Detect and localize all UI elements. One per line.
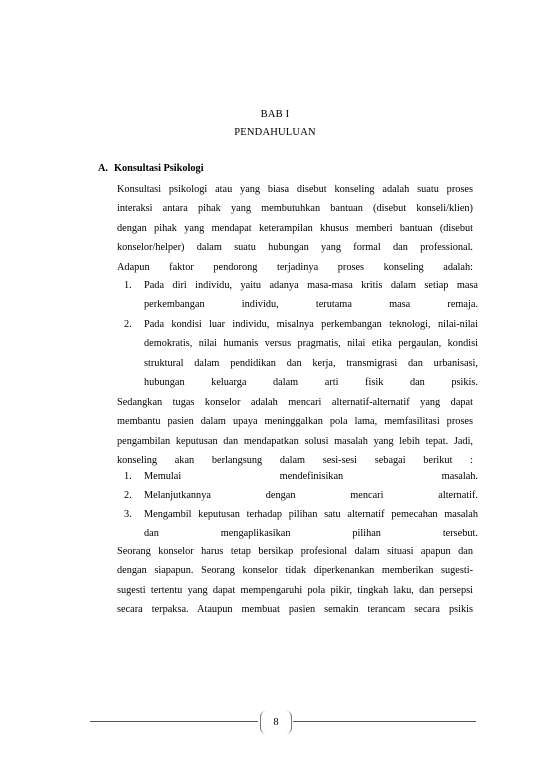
paragraph-line: interaksi antara pihak yang membutuhkan bantuan (disebut konseli/klien) [117, 203, 473, 215]
paragraph-line: secara terpaksa. Ataupun membuat pasien semakin terancam secara psikis [117, 604, 473, 616]
list-item-line: perkembangan individu, terutama masa remaja. [144, 299, 478, 311]
paragraph-line: Sedangkan tugas konselor adalah mencari alternatif-alternatif yang dapat [117, 397, 473, 408]
paragraph-line: pengambilan keputusan dan mendapatkan solusi masalah yang lebih tepat. Jadi, [117, 435, 473, 447]
list-item-line: Pada diri individu, yaitu adanya masa-masa kritis dalam setiap masa [144, 280, 478, 291]
paragraph-line: Seorang konselor harus tetap bersikap profesional dalam situasi apapun dan [117, 546, 473, 557]
list-item-number: 2. [124, 319, 132, 330]
list-item-line: struktural dalam pendidikan dan kerja, transmigrasi dan urbanisasi, [144, 357, 478, 369]
list-item-line: demokratis, nilai humanis versus pragmatis, nilai etika pergaulan, kondisi [144, 338, 478, 350]
list-item-number: 2. [124, 490, 132, 501]
paragraph-line: dengan siapapun. Seorang konselor tidak diperkenankan memberikan sugesti- [117, 565, 473, 577]
paragraph-3 [117, 393, 473, 471]
list-item [124, 505, 478, 545]
list-item-line: Mengambil keputusan terhadap pilihan satu alternatif pemecahan masalah [144, 509, 478, 520]
paragraph-4 [117, 542, 473, 620]
footer-divider-left [90, 721, 258, 722]
paragraph-2: Adapun faktor pendorong terjadinya proses konseling adalah: [117, 261, 473, 273]
list-item [124, 315, 478, 395]
list-item-line: Memulai mendefinisikan masalah. [144, 471, 478, 482]
section-heading [98, 163, 204, 174]
list-item-number: 1. [124, 471, 132, 482]
list-item-line: Pada kondisi luar individu, misalnya perkembangan teknologi, nilai-nilai [144, 319, 478, 330]
list-item-line: hubungan keluarga dalam arti fisik dan psikis. [144, 377, 478, 389]
chapter-label: BAB I [260, 109, 290, 120]
paragraph-line: membantu pasien dalam upaya meninggalkan pola lama, memfasilitasi proses [117, 416, 473, 428]
list-item [124, 276, 478, 316]
paragraph-line: konselor/helper) dalam suatu hubungan yang formal dan professional. [117, 242, 473, 254]
paragraph-line: Konsultasi psikologi atau yang biasa disebut konseling adalah suatu proses [117, 184, 473, 195]
section-title: Konsultasi Psikologi [114, 163, 204, 174]
paragraph-line: konseling akan berlangsung dalam sesi-sesi sebagai berikut : [117, 455, 473, 467]
list-item-number: 3. [124, 509, 132, 520]
paragraph-line: dengan pihak yang mendapat keterampilan khusus memberi bantuan (disebut [117, 222, 473, 234]
paragraph-line: sugesti tertentu yang dapat mempengaruhi pola pikir, tingkah laku, dan persepsi [117, 584, 473, 596]
list-item-line: dan mengaplikasikan pilihan tersebut. [144, 528, 478, 540]
list-item [124, 486, 478, 506]
section-number: A. [98, 163, 109, 174]
chapter-title: PENDAHULUAN [234, 127, 316, 138]
list-item-line: Melanjutkannya dengan mencari alternatif. [144, 490, 478, 501]
list-item [124, 467, 478, 487]
footer-divider-right [293, 721, 476, 722]
list-item-number: 1. [124, 280, 132, 291]
page-number: 8 [260, 711, 292, 734]
paragraph-1 [117, 180, 473, 277]
